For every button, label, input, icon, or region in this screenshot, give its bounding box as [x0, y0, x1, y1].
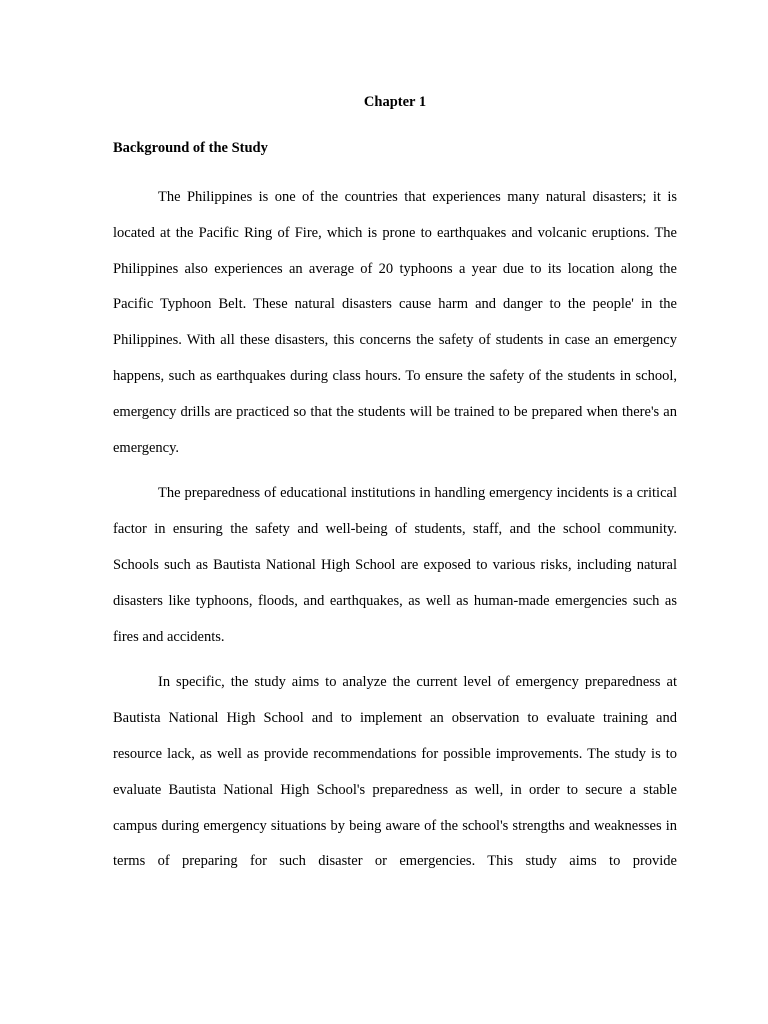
- paragraph-3: In specific, the study aims to analyze the current level of emergency preparedness at Bautista National High School and to implement an observation to evaluate training and resource lack, as well as provide recommendations for possible improvements. The study is to evaluate Bautista National High School's preparedness as well, in order to secure a stable campus during emergency situations by being aware of the school's strengths and weaknesses in terms of preparing for such disaster or emergencies. This study aims to provide: [113, 674, 677, 870]
- paragraph-1: The Philippines is one of the countries that experiences many natural disasters; it is located at the Pacific Ring of Fire, which is prone to earthquakes and volcanic eruptions. The Philippines also experiences an average of 20 typhoons a year due to its location along the Pacific Typhoon Belt. These natural disasters cause harm and danger to the people' in the Philippines. With all these disasters, this concerns the safety of students in case an emergency happens, such as earthquakes during class hours. To ensure the safety of the students in school, emergency drills are practiced so that the students will be trained to be prepared when there's an emergency.: [113, 189, 677, 456]
- section-heading: Background of the Study: [113, 140, 268, 156]
- chapter-title: Chapter 1: [363, 94, 427, 110]
- document-page: [113, 88, 677, 890]
- paragraph-2: The preparedness of educational institutions in handling emergency incidents is a critical factor in ensuring the safety and well-being of students, staff, and the school community. Schools such as Bautista National High School are exposed to various risks, including natural disasters like typhoons, floods, and earthquakes, as well as human-made emergencies such as fires and accidents.: [113, 485, 677, 645]
